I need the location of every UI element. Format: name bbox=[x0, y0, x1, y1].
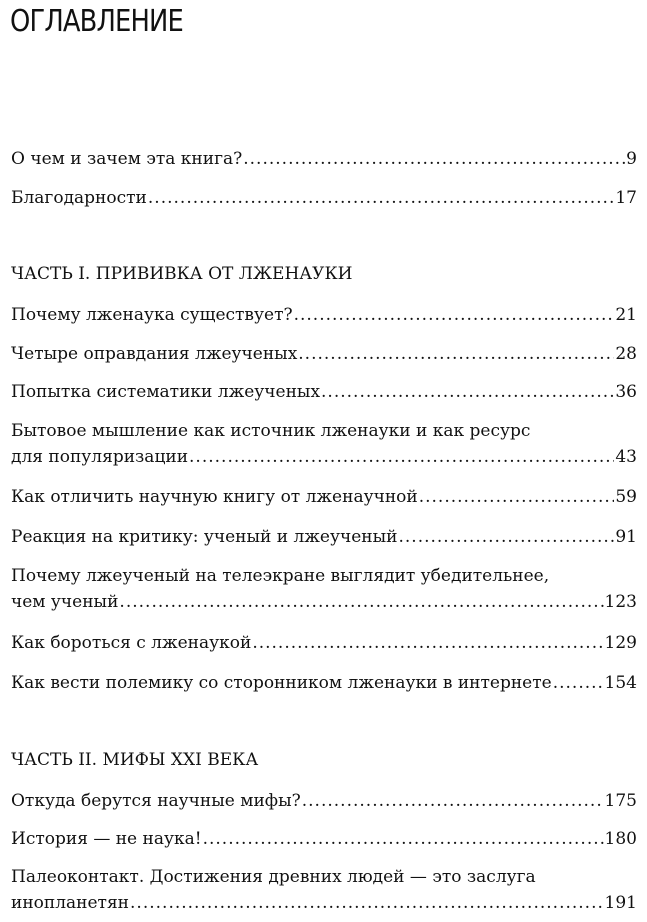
dot-leader bbox=[298, 341, 614, 367]
dot-leader bbox=[419, 484, 615, 510]
toc-entry-title: Благодарности bbox=[11, 188, 147, 208]
toc-entry-title: Как отличить научную книгу от лженаучной bbox=[11, 487, 418, 507]
part1-title: ЧАСТЬ I. ПРИВИВКА ОТ ЛЖЕНАУКИ bbox=[11, 264, 353, 284]
toc-entry[interactable] bbox=[11, 630, 637, 656]
toc-entry-title: История — не наука! bbox=[11, 829, 202, 849]
toc-entry-page: 28 bbox=[615, 344, 637, 364]
toc-entry-title: О чем и зачем эта книга? bbox=[11, 149, 243, 169]
toc-entry[interactable] bbox=[11, 484, 637, 510]
dot-leader bbox=[119, 589, 603, 615]
dot-leader bbox=[203, 826, 604, 852]
toc-entry[interactable] bbox=[11, 864, 637, 916]
dot-leader bbox=[252, 630, 603, 656]
dot-leader bbox=[294, 302, 615, 328]
toc-entry-acknowledgements[interactable] bbox=[11, 185, 637, 211]
toc-entry-page: 43 bbox=[615, 447, 637, 467]
toc-entry-title: Попытка систематики лжеученых bbox=[11, 382, 321, 402]
toc-entry[interactable] bbox=[11, 788, 637, 814]
toc-entry[interactable] bbox=[11, 524, 637, 550]
dot-leader bbox=[130, 890, 604, 916]
toc-entry-page: 36 bbox=[615, 382, 637, 402]
toc-entry-title-line1: Почему лжеученый на телеэкране выглядит убедительнее, bbox=[11, 566, 550, 586]
toc-entry-title: Как бороться с лженаукой bbox=[11, 633, 252, 653]
dot-leader bbox=[148, 185, 614, 211]
dot-leader bbox=[243, 146, 625, 172]
toc-entry-page: 59 bbox=[615, 487, 637, 507]
toc-entry[interactable] bbox=[11, 341, 637, 367]
toc-entry-title: для популяризации bbox=[11, 447, 189, 467]
toc-entry[interactable] bbox=[11, 670, 637, 696]
toc-entry-page: 180 bbox=[604, 829, 637, 849]
toc-entry[interactable] bbox=[11, 379, 637, 405]
toc-entry[interactable] bbox=[11, 302, 637, 328]
toc-entry[interactable] bbox=[11, 563, 637, 615]
toc-entry-title-line1: Бытовое мышление как источник лженауки и как ресурс bbox=[11, 421, 531, 441]
toc-entry-title: инопланетян bbox=[11, 893, 130, 913]
toc-entry-page: 21 bbox=[615, 305, 637, 325]
toc-entry[interactable] bbox=[11, 418, 637, 470]
dot-leader bbox=[398, 524, 614, 550]
toc-entry-page: 91 bbox=[615, 527, 637, 547]
part2-title: ЧАСТЬ II. МИФЫ XXI ВЕКА bbox=[11, 750, 259, 770]
toc-entry-title: чем ученый bbox=[11, 592, 119, 612]
toc-entry[interactable] bbox=[11, 826, 637, 852]
toc-entry-title: Откуда берутся научные мифы? bbox=[11, 791, 301, 811]
toc-entry-page: 191 bbox=[604, 893, 637, 913]
toc-entry-page: 123 bbox=[604, 592, 637, 612]
toc-entry-page: 175 bbox=[604, 791, 637, 811]
toc-entry-title-line1: Палеоконтакт. Достижения древних людей — это заслуга bbox=[11, 867, 536, 887]
dot-leader bbox=[189, 444, 614, 470]
page-title: ОГЛАВЛЕНИЕ bbox=[10, 4, 183, 39]
toc-entry-page: 154 bbox=[604, 673, 637, 693]
toc-entry-page: 9 bbox=[626, 149, 637, 169]
toc-entry-page: 129 bbox=[604, 633, 637, 653]
toc-entry-title: Реакция на критику: ученый и лжеученый bbox=[11, 527, 398, 547]
toc-entry-title: Как вести полемику со сторонником лженауки в интернете bbox=[11, 673, 552, 693]
dot-leader bbox=[321, 379, 614, 405]
dot-leader bbox=[553, 670, 604, 696]
dot-leader bbox=[302, 788, 604, 814]
toc-entry-title: Четыре оправдания лжеученых bbox=[11, 344, 298, 364]
toc-entry-title: Почему лженаука существует? bbox=[11, 305, 293, 325]
toc-entry-intro[interactable] bbox=[11, 146, 637, 172]
toc-entry-page: 17 bbox=[615, 188, 637, 208]
